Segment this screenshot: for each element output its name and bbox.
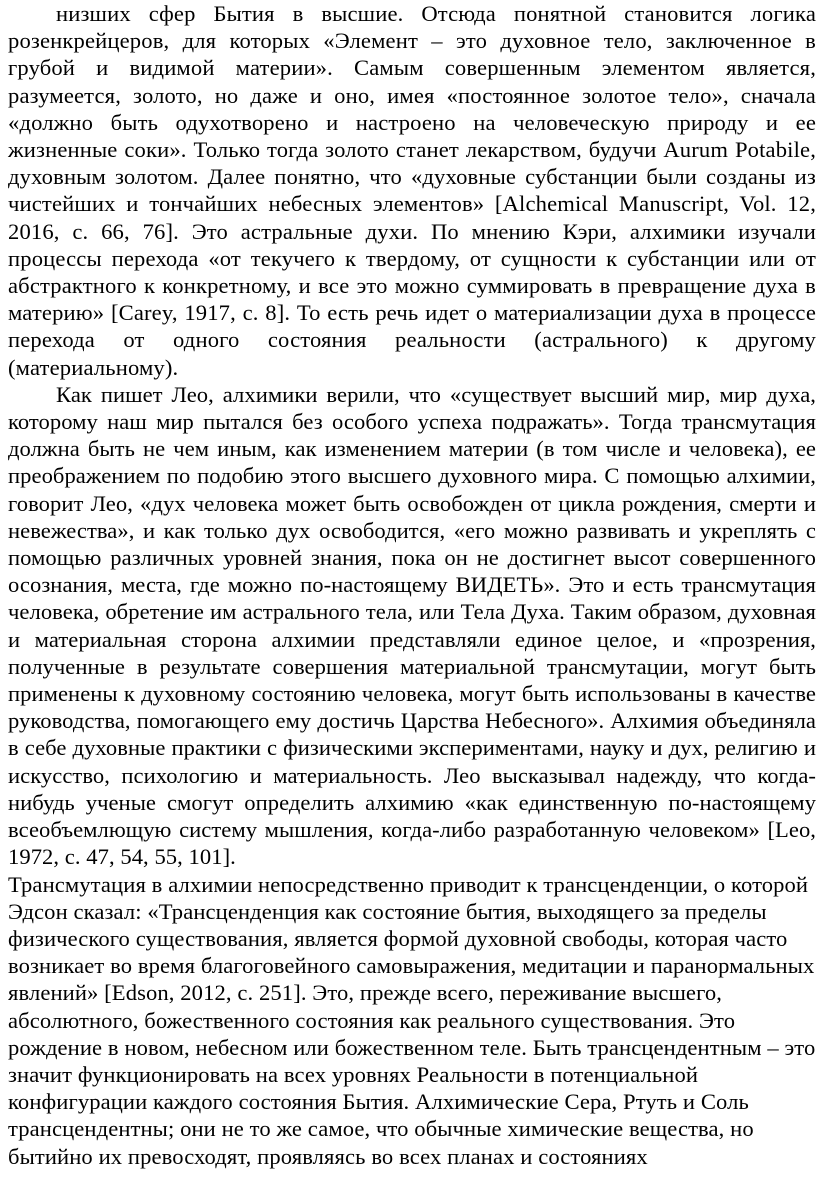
document-page bbox=[8, 0, 816, 1170]
paragraph-1: низших сфер Бытия в высшие. Отсюда понятной становится логика розенкрейцеров, для которых «Элемент – это духовное тело, заключенное в грубой и видимой материи». Самым совершенным элементом является, разумеется, золото, но даже и оно, имея «постоянное золотое тело», сначала «должно быть одухотворено и настроено на человеческую природу и ее жизненные соки». Только тогда золото станет лекарством, будучи Aurum Potabile, духовным золотом. Далее понятно, что «духовные субстанции были созданы из чистейших и тончайших небесных элементов» [Alchemical Manuscript, Vol. 12, 2016, с. 66, 76]. Это астральные духи. По мнению Кэри, алхимики изучали процессы перехода «от текучего к твердому, от сущности к субстанции или от абстрактного к конкретному, и все это можно суммировать в превращение духа в материю» [Carey, 1917, с. 8]. То есть речь идет о материализации духа в процессе перехода от одного состояния реальности (астрального) к другому (материальному). bbox=[8, 1, 816, 380]
paragraph-2: Как пишет Лео, алхимики верили, что «существует высший мир, мир духа, которому наш мир пытался без особого успеха подражать». Тогда трансмутация должна быть не чем иным, как изменением материи (в том числе и человека), ее преображением по подобию этого высшего духовного мира. С помощью алхимии, говорит Лео, «дух человека может быть освобожден от цикла рождения, смерти и невежества», и как только дух освободится, «его можно развивать и укреплять с помощью различных уровней знания, пока он не достигнет высот совершенного осознания, места, где можно по-настоящему ВИДЕТЬ». Это и есть трансмутация человека, обретение им астрального тела, или Тела Духа. Таким образом, духовная и материальная сторона алхимии представляли единое целое, и «прозрения, полученные в результате совершения материальной трансмутации, могут быть применены к духовному состоянию человека, могут быть использованы в качестве руководства, помогающего ему достичь Царства Небесного». Алхимия объединяла в себе духовные практики с физическими экспериментами, науку и дух, религию и искусство, психологию и материальность. Лео высказывал надежду, что когда-нибудь ученые смогут определить алхимию «как единственную по-настоящему всеобъемлющую систему мышления, когда-либо разработанную человеком» [Leo, 1972, с. 47, 54, 55, 101]. bbox=[8, 381, 816, 870]
paragraph-3: Трансмутация в алхимии непосредственно приводит к трансценденции, о которой Эдсон сказал: «Трансценденция как состояние бытия, выходящего за пределы физического существования, является формой духовной свободы, которая часто возникает во время благоговейного самовыражения, медитации и паранормальных явлений» [Edson, 2012, с. 251]. Это, прежде всего, переживание высшего, абсолютного, божественного состояния как реального существования. Это рождение в новом, небесном или божественном теле. Быть трансцендентным – это значит функционировать на всех уровнях Реальности в потенциальной конфигурации каждого состояния Бытия. Алхимические Сера, Ртуть и Соль трансцендентны; они не то же самое, что обычные химические вещества, но бытийно их превосходят, проявляясь во всех планах и состояниях bbox=[8, 871, 816, 1169]
